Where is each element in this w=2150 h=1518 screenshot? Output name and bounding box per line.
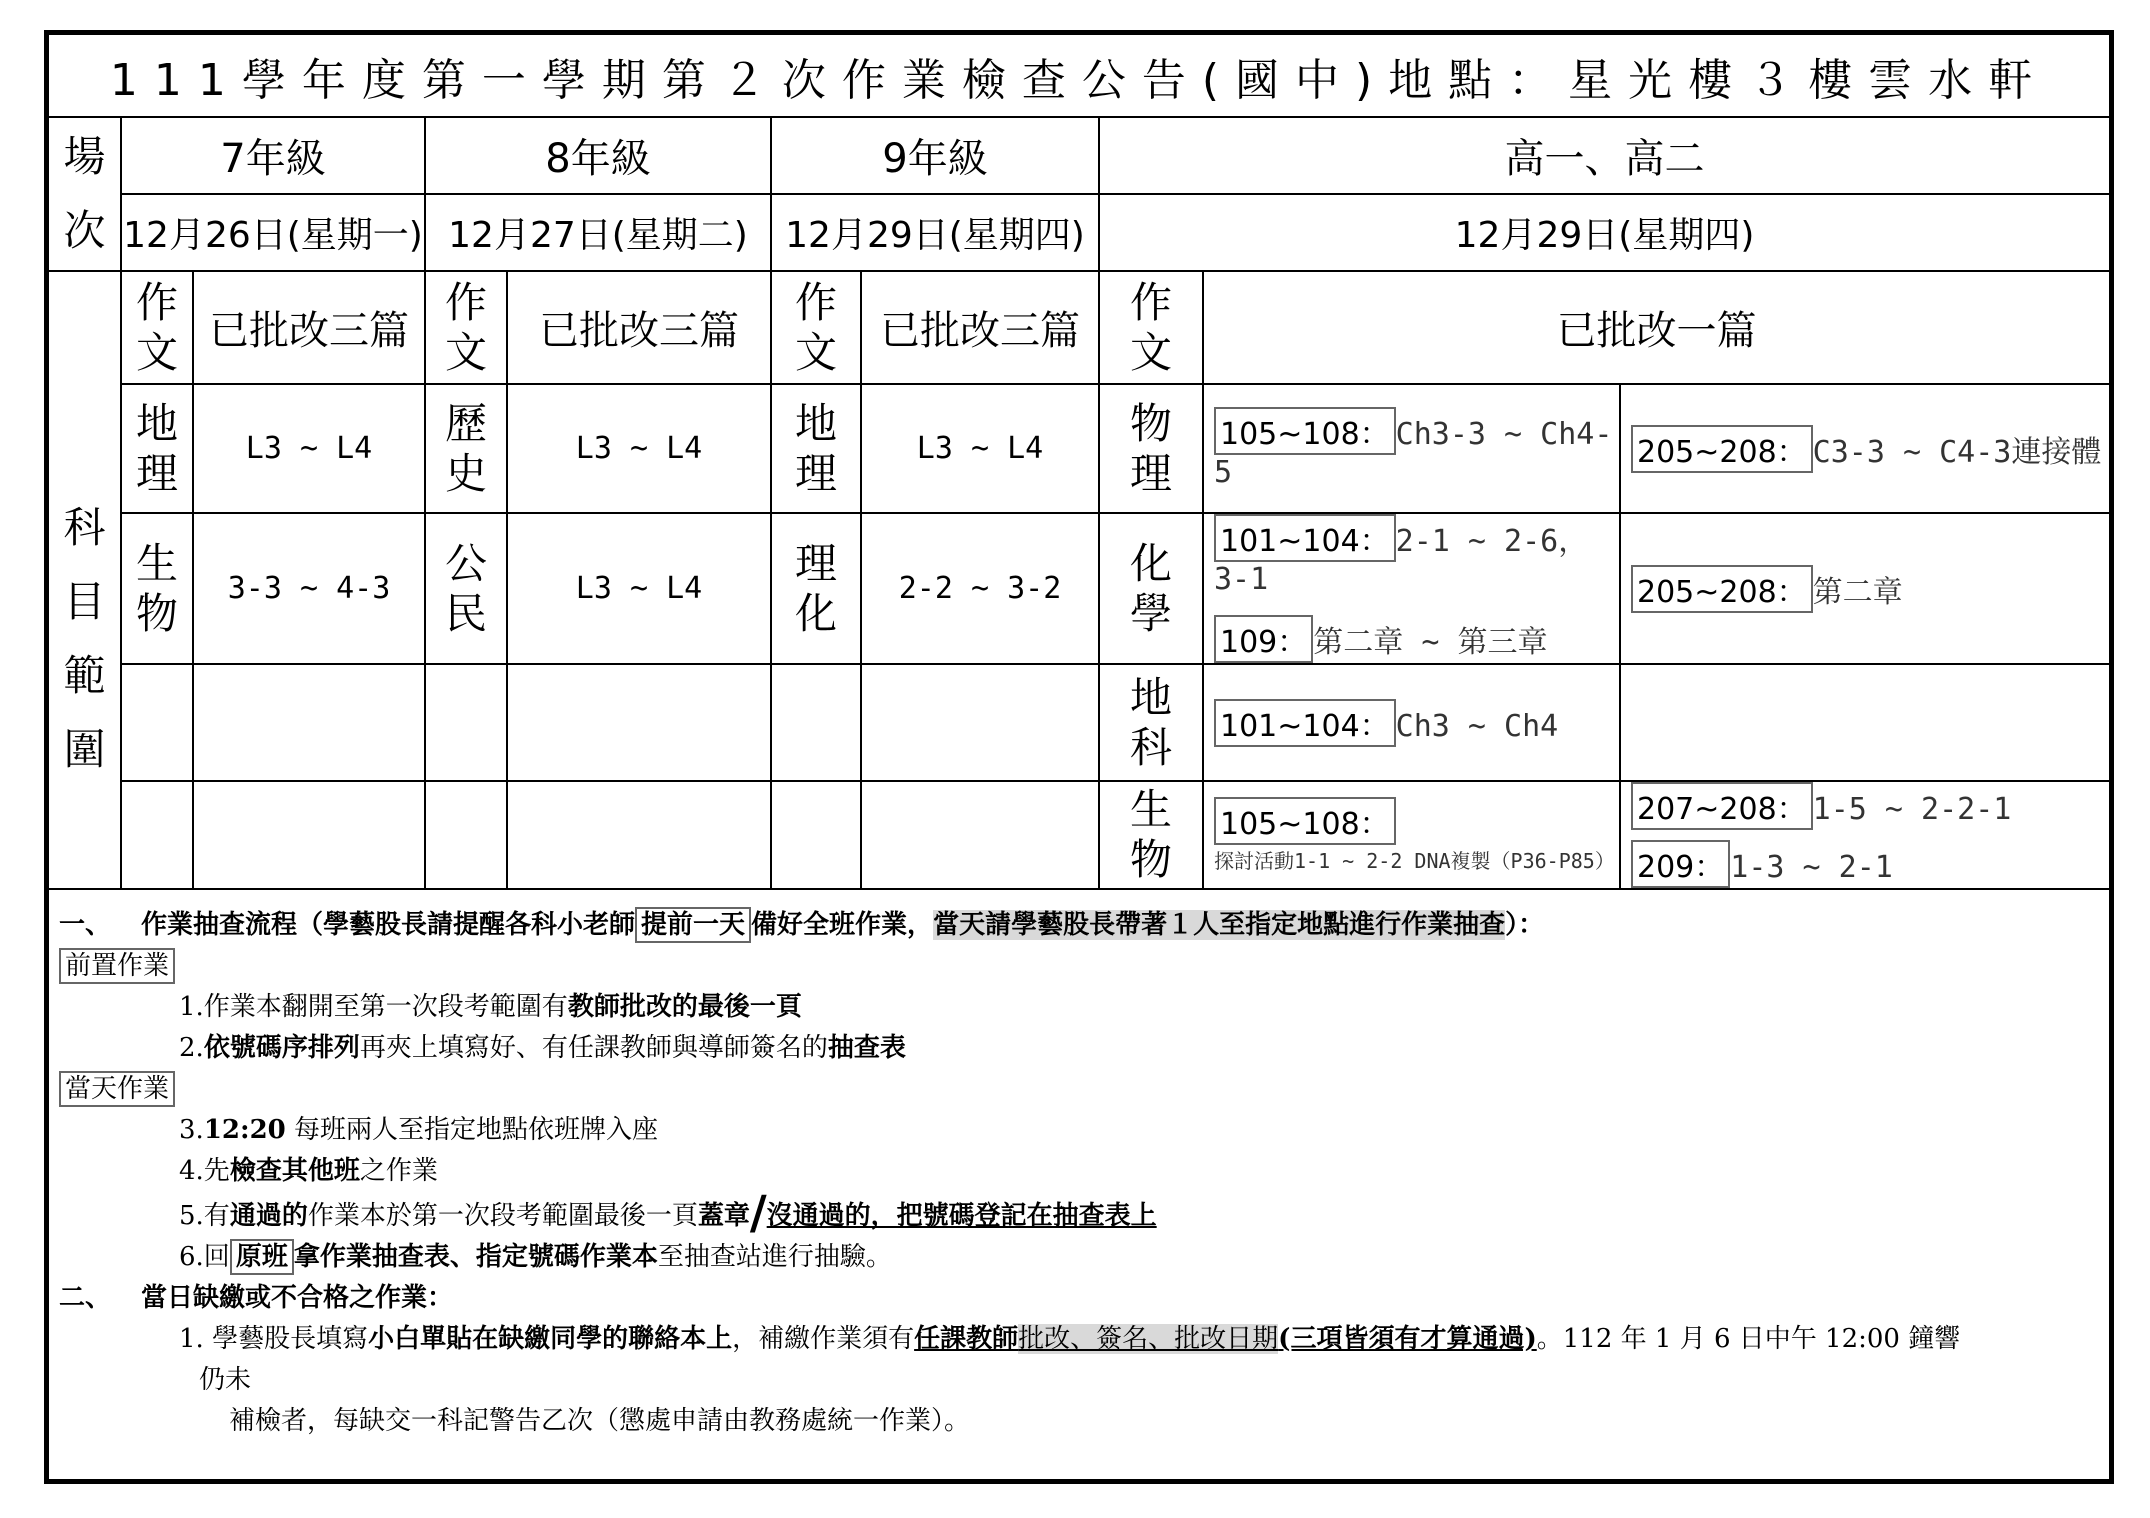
page-title: 111學年度第一學期第２次作業檢查公告(國中) xyxy=(109,54,1389,106)
notes-section xyxy=(59,905,2109,1442)
range-hs-chemistry-b: 205~208： 第二章 xyxy=(1620,513,2109,664)
subject-hs-biology: 生 物 xyxy=(1099,781,1203,889)
step-6: 6.回 原班 拿作業抽查表、指定號碼作業本至抽查站進行抽驗。 xyxy=(59,1237,2109,1278)
date-9: 12月29日(星期四) xyxy=(771,194,1099,271)
range-hs-chemistry-a: 101~104： 2-1 ~ 2-6，3-1 109： 第二章 ~ 第三章 xyxy=(1203,513,1620,664)
essay-label-8: 作 文 xyxy=(425,271,507,384)
essay-hs: 已批改一篇 xyxy=(1203,271,2109,384)
step-4: 4.先檢查其他班之作業 xyxy=(179,1156,438,1186)
essay-label-7: 作 文 xyxy=(121,271,193,384)
step-5: 5.有通過的作業本於第一次段考範圍最後一頁蓋章/沒通過的，把號碼登記在抽查表上 xyxy=(179,1185,1157,1239)
subject-hs-chemistry: 化 學 xyxy=(1099,513,1203,664)
essay-9: 已批改三篇 xyxy=(861,271,1099,384)
range-8-history: L3 ~ L4 xyxy=(507,384,771,513)
rule-1-line-3: 補檢者，每缺交一科記警告乙次（懲處申請由教務處統一作業）。 xyxy=(229,1406,971,1436)
schedule-table xyxy=(49,35,2109,890)
range-9-physchem: 2-2 ~ 3-2 xyxy=(861,513,1099,664)
range-hs-biology-a: 105~108： 探討活動1-1 ~ 2-2 DNA複製（P36-P85） xyxy=(1203,781,1620,889)
step-3: 3.12:20 每班兩人至指定地點依班牌入座 xyxy=(179,1115,659,1145)
pre-work-tag: 前置作業 xyxy=(59,946,2109,987)
date-hs: 12月29日(星期四) xyxy=(1099,194,2109,271)
step-1: 1.作業本翻開至第一次段考範圍有教師批改的最後一頁 xyxy=(179,992,802,1022)
range-hs-physics-b: 205~208： C3-3 ~ C4-3連接體 xyxy=(1620,384,2109,513)
day-work-tag: 當天作業 xyxy=(59,1069,2109,1110)
essay-8: 已批改三篇 xyxy=(507,271,771,384)
subject-9-geography: 地 理 xyxy=(771,384,861,513)
range-hs-physics-a: 105~108： Ch3-3 ~ Ch4-5 xyxy=(1203,384,1620,513)
range-9-geography: L3 ~ L4 xyxy=(861,384,1099,513)
rule-1: 1. 學藝股長填寫小白單貼在缺繳同學的聯絡本上，補繳作業須有任課教師批改、簽名、批改日期(三項皆須有才算通過)。112 年 1 月 6 日中午 12:00 鐘響 xyxy=(179,1324,1961,1354)
subject-7-biology: 生 物 xyxy=(121,513,193,664)
date-7: 12月26日(星期一) xyxy=(121,194,425,271)
location: 地點：星光樓３樓雲水軒 xyxy=(1388,54,2049,106)
rule-1-line-2: 仍未 xyxy=(199,1365,252,1395)
essay-label-9: 作 文 xyxy=(771,271,861,384)
date-8: 12月27日(星期二) xyxy=(425,194,771,271)
range-7-biology: 3-3 ~ 4-3 xyxy=(193,513,425,664)
scope-label-cell: 科 目 範 圍 xyxy=(49,271,121,889)
session-label: 場 次 xyxy=(49,117,121,271)
subject-hs-physics: 物 理 xyxy=(1099,384,1203,513)
grade-9: 9年級 xyxy=(771,117,1099,194)
subject-hs-earthsci: 地 科 xyxy=(1099,664,1203,781)
section-2-heading: 二、 當日缺繳或不合格之作業： xyxy=(59,1283,454,1313)
section-1-heading: 一、 作業抽查流程（學藝股長請提醒各科小老師 提前一天 備好全班作業，當天請學藝股長帶著１人至指定地點進行作業抽查）： xyxy=(59,905,2109,946)
range-hs-biology-b: 207~208： 1-5 ~ 2-2-1 209： 1-3 ~ 2-1 xyxy=(1620,781,2109,889)
title-cell xyxy=(49,35,2109,117)
grade-7: 7年級 xyxy=(121,117,425,194)
range-8-civics: L3 ~ L4 xyxy=(507,513,771,664)
notice-frame xyxy=(44,30,2114,1484)
range-hs-earthsci-a: 101~104： Ch3 ~ Ch4 xyxy=(1203,664,1620,781)
grade-8: 8年級 xyxy=(425,117,771,194)
grade-hs: 高一、高二 xyxy=(1099,117,2109,194)
subject-7-geography: 地 理 xyxy=(121,384,193,513)
subject-9-physchem: 理 化 xyxy=(771,513,861,664)
essay-7: 已批改三篇 xyxy=(193,271,425,384)
subject-8-civics: 公 民 xyxy=(425,513,507,664)
range-7-geography: L3 ~ L4 xyxy=(193,384,425,513)
essay-label-hs: 作 文 xyxy=(1099,271,1203,384)
subject-8-history: 歷 史 xyxy=(425,384,507,513)
step-2: 2.依號碼序排列再夾上填寫好、有任課教師與導師簽名的抽查表 xyxy=(179,1033,906,1063)
